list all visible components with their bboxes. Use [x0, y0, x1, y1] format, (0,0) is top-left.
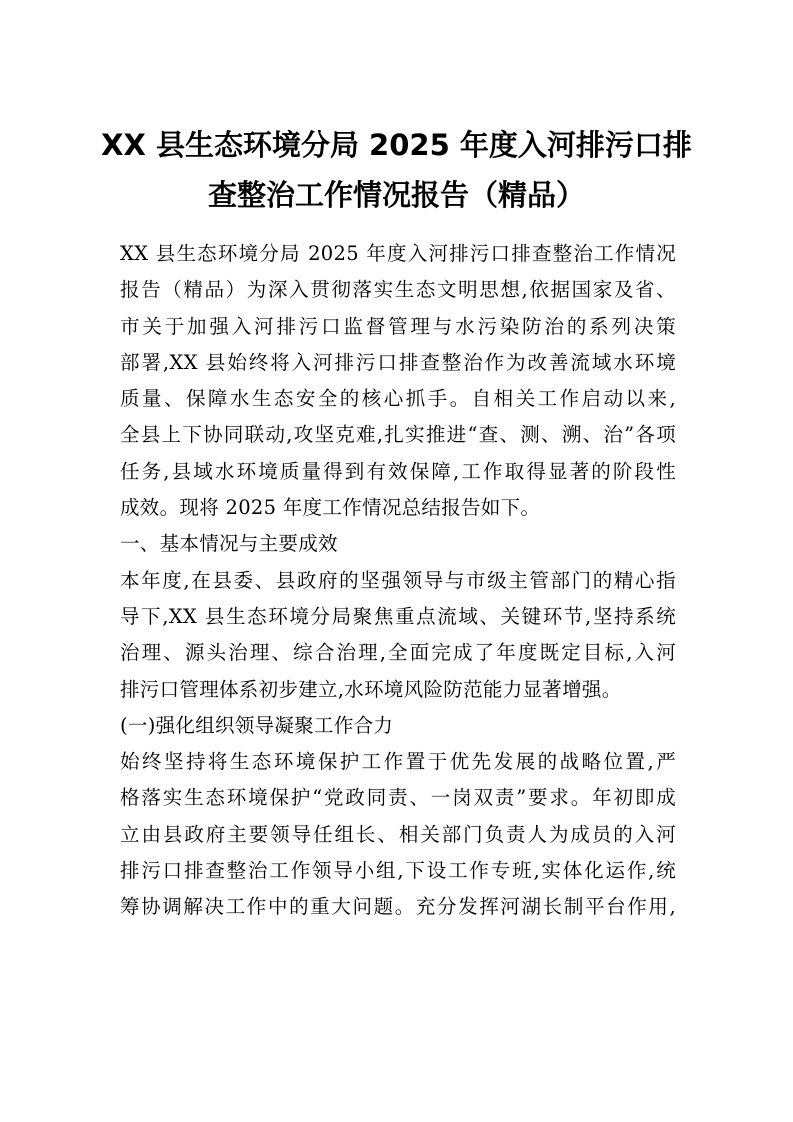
body-line: 立由县政府主要领导任组长、相关部门负责人为成员的入河 [120, 822, 676, 846]
body-line: 筹协调解决工作中的重大问题。充分发挥河湖长制平台作用, [120, 895, 676, 919]
section-heading: 一、基本情况与主要成效 [120, 532, 338, 556]
body-line: 始终坚持将生态环境保护工作置于优先发展的战略位置,严 [120, 750, 676, 774]
body-line: 市关于加强入河排污口监督管理与水污染防治的系列决策 [120, 314, 676, 338]
body-line: 治理、源头治理、综合治理,全面完成了年度既定目标,入河 [120, 641, 676, 665]
body-line: 格落实生态环境保护“党政同责、一岗双责”要求。年初即成 [120, 786, 676, 810]
body-line: 任务,县域水环境质量得到有效保障,工作取得显著的阶段性 [120, 459, 676, 483]
body-line: XX 县生态环境分局 2025 年度入河排污口排查整治工作情况 [120, 242, 676, 265]
body-line: 排污口管理体系初步建立,水环境风险防范能力显著增强。 [120, 677, 622, 701]
body-line: 部署,XX 县始终将入河排污口排查整治作为改善流域水环境 [120, 350, 676, 374]
title-line-1: XX 县生态环境分局 2025 年度入河排污口排 [101, 128, 692, 162]
body-line: 排污口排查整治工作领导小组,下设工作专班,实体化运作,统 [120, 859, 676, 883]
body-line: 全县上下协同联动,攻坚克难,扎实推进“查、测、溯、治”各项 [120, 423, 676, 447]
body-line: 导下,XX 县生态环境分局聚焦重点流域、关键环节,坚持系统 [120, 604, 676, 628]
body-line: 本年度,在县委、县政府的坚强领导与市级主管部门的精心指 [120, 568, 676, 592]
body-line: 质量、保障水生态安全的核心抓手。自相关工作启动以来, [120, 387, 676, 411]
body-line: 报告（精品）为深入贯彻落实生态文明思想,依据国家及省、 [120, 278, 676, 302]
body-line: 成效。现将 2025 年度工作情况总结报告如下。 [120, 496, 541, 520]
document-body [120, 236, 676, 926]
document-title [0, 120, 793, 220]
subsection-heading: (一)强化组织领导凝聚工作合力 [120, 713, 394, 737]
title-line-2: 查整治工作情况报告（精品） [207, 178, 585, 212]
